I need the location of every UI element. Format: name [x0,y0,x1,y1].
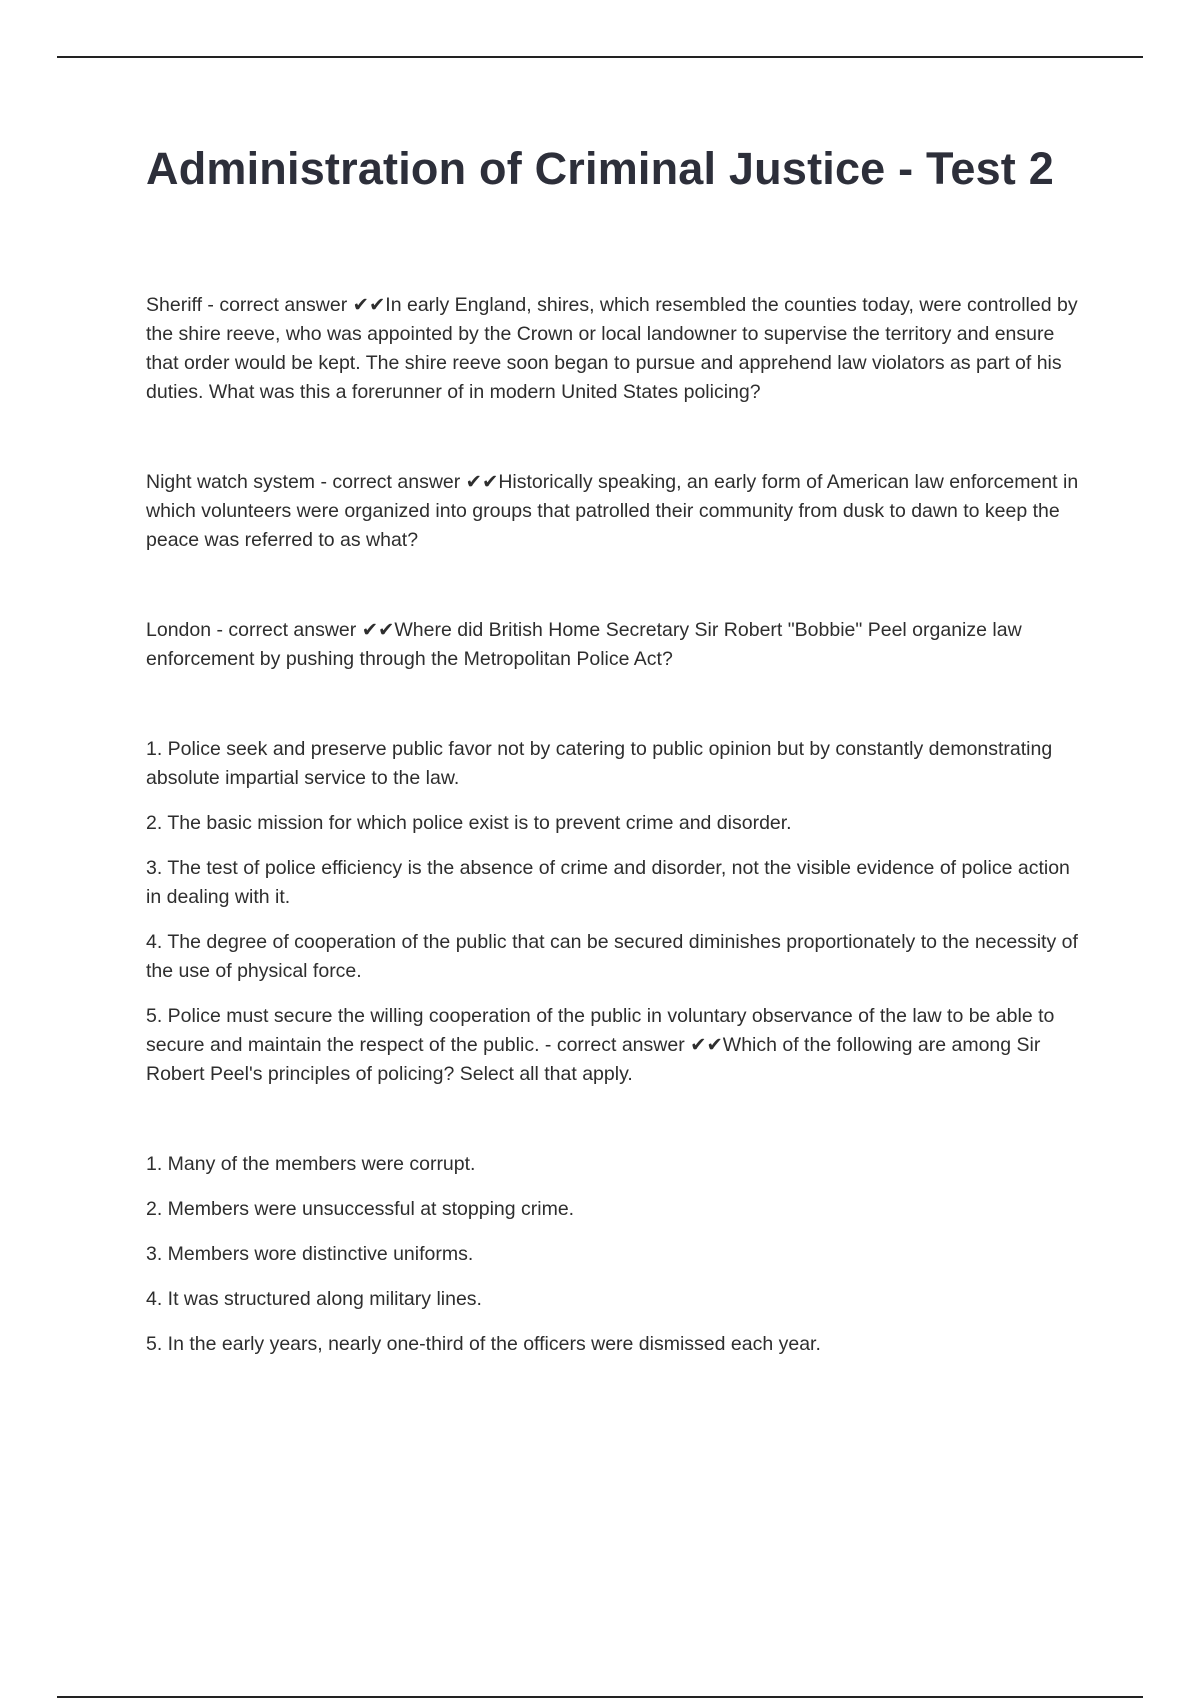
list-item: 5. In the early years, nearly one-third of the officers were dismissed each year. [146,1333,821,1355]
list-item: 2. Members were unsuccessful at stopping crime. [146,1198,575,1220]
document-title: Administration of Criminal Justice - Test 2 [146,143,1054,194]
list-item: 1. Many of the members were corrupt. [146,1153,476,1175]
peel-principles-list [146,735,1086,1089]
top-rule [57,56,1143,58]
document-content [146,140,1086,1375]
list-item: 4. It was structured along military lines. [146,1288,482,1310]
qa-entry-sheriff: Sheriff - correct answer ✔✔In early England, shires, which resembled the counties today, were controlled by the shire reeve, who was appointed by the Crown or local landowner to supervise the territory and ensure that order would be kept. The shire reeve soon began to pursue and apprehend law violators as part of his duties. What was this a forerunner of in modern United States policing? [146,294,1078,403]
qa-entry-london: London - correct answer ✔✔Where did British Home Secretary Sir Robert "Bobbie" Peel organize law enforcement by pushing through the Metropolitan Police Act? [146,619,1022,670]
final-options-list [146,1150,1086,1359]
list-item: 4. The degree of cooperation of the public that can be secured diminishes proportionately to the necessity of the use of physical force. [146,931,1078,982]
bottom-rule [57,1696,1143,1698]
list-item: 2. The basic mission for which police exist is to prevent crime and disorder. [146,812,792,834]
list-item: 3. Members wore distinctive uniforms. [146,1243,474,1265]
list-item: 5. Police must secure the willing cooperation of the public in voluntary observance of the law to be able to secure and maintain the respect of the public. - correct answer ✔✔Which of the following are among Sir Robert Peel's principles of policing? Select all that apply. [146,1005,1055,1085]
list-item: 3. The test of police efficiency is the absence of crime and disorder, not the visible evidence of police action in dealing with it. [146,857,1070,908]
qa-entry-night-watch: Night watch system - correct answer ✔✔Historically speaking, an early form of American law enforcement in which volunteers were organized into groups that patrolled their community from dusk to dawn to keep the peace was referred to as what? [146,471,1079,551]
list-item: 1. Police seek and preserve public favor not by catering to public opinion but by constantly demonstrating absolute impartial service to the law. [146,738,1053,789]
